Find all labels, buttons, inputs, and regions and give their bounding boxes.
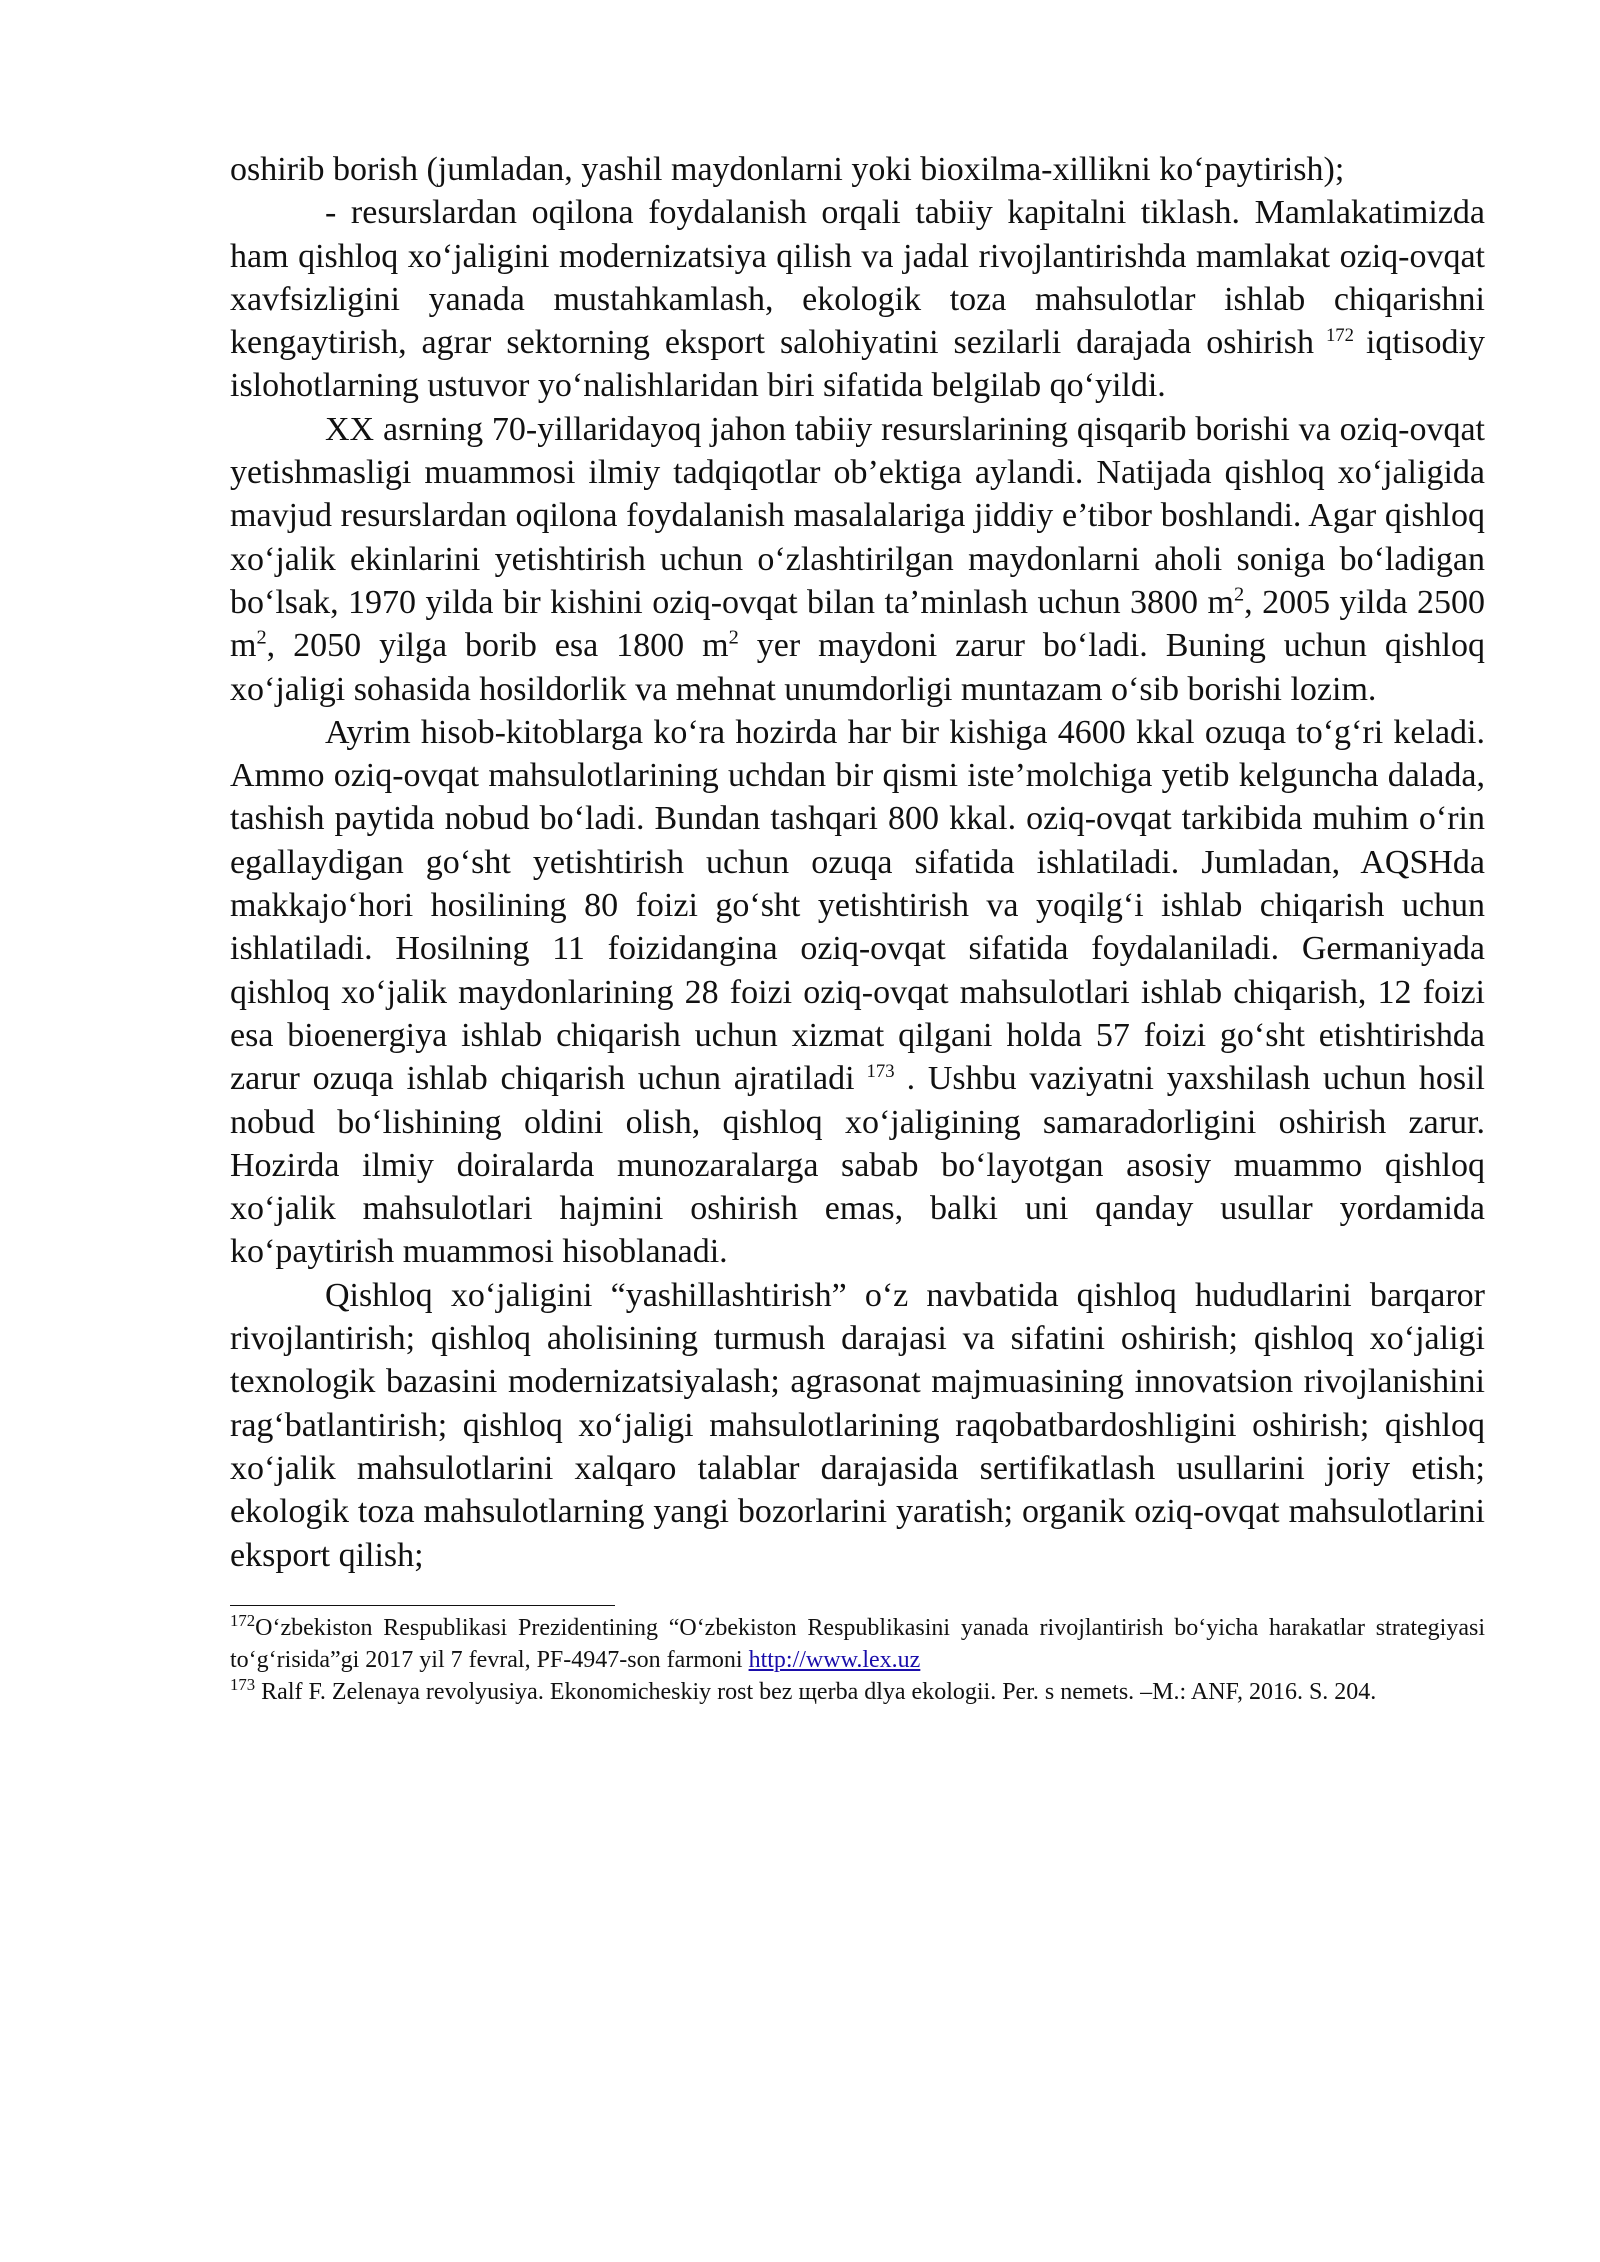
document-page (230, 148, 1485, 1708)
paragraph-resources: - resurslardan oqilona foydalanish orqali tabiiy kapitalni tiklash. Mamlakatimizda ham qishloq xo‘jaligini modernizatsiya qilish va jadal rivojlantirishda mamlakat oziq-ovqat xavfsizligini yanada mustahkamlash, ekologik toza mahsulotlar ishlab chiqarishni kengaytirish, agrar sektorning eksport salohiyatini sezilarli darajada oshirish $^{172}$ iqtisodiy islohotlarning ustuvor yo‘nalishlaridan biri sifatida belgilab qo‘yildi. (230, 194, 1485, 405)
paragraph-continuation: oshirib borish (jumladan, yashil maydonlarni yoki bioxilma-xillikni ko‘paytirish); (230, 151, 1345, 188)
paragraph-greening: Qishloq xo‘jaligini “yashillashtirish” o‘z navbatida qishloq hududlarini barqaror rivojlantirish; qishloq aholisining turmush darajasi va sifatini oshirish; qishloq xo‘jaligi texnologik bazasini modernizatsiyalash; agrasonat majmuasining innovatsion rivojlanishini rag‘batlantirish; qishloq xo‘jaligi mahsulotlarining raqobatbardoshligini oshirish; qishloq xo‘jalik mahsulotlarini xalqaro talablar darajasida sertifikatlash usullarini joriy etish; ekologik toza mahsulotlarning yangi bozorlarini yaratish; organik oziq-ovqat mahsulotlarini eksport qilish; (230, 1276, 1485, 1574)
footnote-173: $^{173}$ Ralf F. Zelenaya revolyusiya. Ekonomicheskiy rost bez щerba dlya ekologii. Per. s nemets. –M.: ANF, 2016. S. 204. (230, 1674, 1377, 1705)
footnote-number: 172 (230, 1610, 256, 1630)
lex-uz-link[interactable]: http://www.lex.uz (748, 1646, 921, 1673)
superscript-2: 2 (256, 626, 267, 649)
footnote-separator (230, 1605, 615, 1606)
footnote-number: 173 (230, 1674, 256, 1694)
footnote-ref-172[interactable]: 172 (1325, 324, 1354, 346)
footnote-172: $^{172}$O‘zbekiston Respublikasi Prezidentining “O‘zbekiston Respublikasini yanada rivojlantirish bo‘yicha harakatlar strategiyasi to‘g‘risida”gi 2017 yil 7 fevral, PF-4947-son farmoni http://www.lex.uz (230, 1610, 1485, 1673)
paragraph-1970s: XX asrning 70-yillaridayoq jahon tabiiy resurslarining qisqarib borishi va oziq-ovqat yetishmasligi muammosi ilmiy tadqiqotlar ob’ektiga aylandi. Natijada qishloq xo‘jaligida mavjud resurslardan oqilona foydalanish masalalariga jiddiy e’tibor boshlandi. Agar qishloq xo‘jalik ekinlarini yetishtirish uchun o‘zlashtirilgan maydonlarni aholi soniga bo‘ladigan bo‘lsak, 1970 yilda bir kishini oziq-ovqat bilan ta’minlash uchun 3800 $m^2$, 2005 yilda 2500 $m^2$, 2050 yilga borib esa 1800 $m^2$ yer maydoni zarur bo‘ladi. Buning uchun qishloq xo‘jaligi sohasida hosildorlik va mehnat unumdorligi muntazam o‘sib borishi lozim. (230, 410, 1485, 708)
superscript-2: 2 (728, 626, 739, 649)
paragraph-calculations: Ayrim hisob-kitoblarga ko‘ra hozirda har bir kishiga 4600 kkal ozuqa to‘g‘ri keladi. Ammo oziq-ovqat mahsulotlarining uchdan bir qismi iste’molchiga yetib kelguncha dalada, tashish paytida nobud bo‘ladi. Bundan tashqari 800 kkal. oziq-ovqat tarkibida muhim o‘rin egallaydigan go‘sht yetishtirish uchun ozuqa sifatida ishlatiladi. Jumladan, AQSHda makkajo‘hori hosilining 80 foizi go‘sht yetishtirish va yoqilg‘i ishlab chiqarish uchun ishlatiladi. Hosilning 11 foizidangina oziq-ovqat sifatida foydalaniladi. Germaniyada qishloq xo‘jalik maydonlarining 28 foizi oziq-ovqat mahsulotlari ishlab chiqarish, 12 foizi esa bioenergiya ishlab chiqarish uchun xizmat qilgani holda 57 foizi go‘sht etishtirishda zarur ozuqa ishlab chiqarish uchun ajratiladi $^{173}$ . Ushbu vaziyatni yaxshilash uchun hosil nobud bo‘lishining oldini olish, qishloq xo‘jaligining samaradorligini oshirish zarur. Hozirda ilmiy doiralarda munozaralarga sabab bo‘layotgan asosiy muammo qishloq xo‘jalik mahsulotlari hajmini oshirish emas, balki uni qanday usullar yordamida ko‘paytirish muammosi hisoblanadi. (230, 713, 1485, 1271)
superscript-2: 2 (1233, 583, 1245, 606)
footnote-ref-173[interactable]: 173 (866, 1060, 895, 1082)
